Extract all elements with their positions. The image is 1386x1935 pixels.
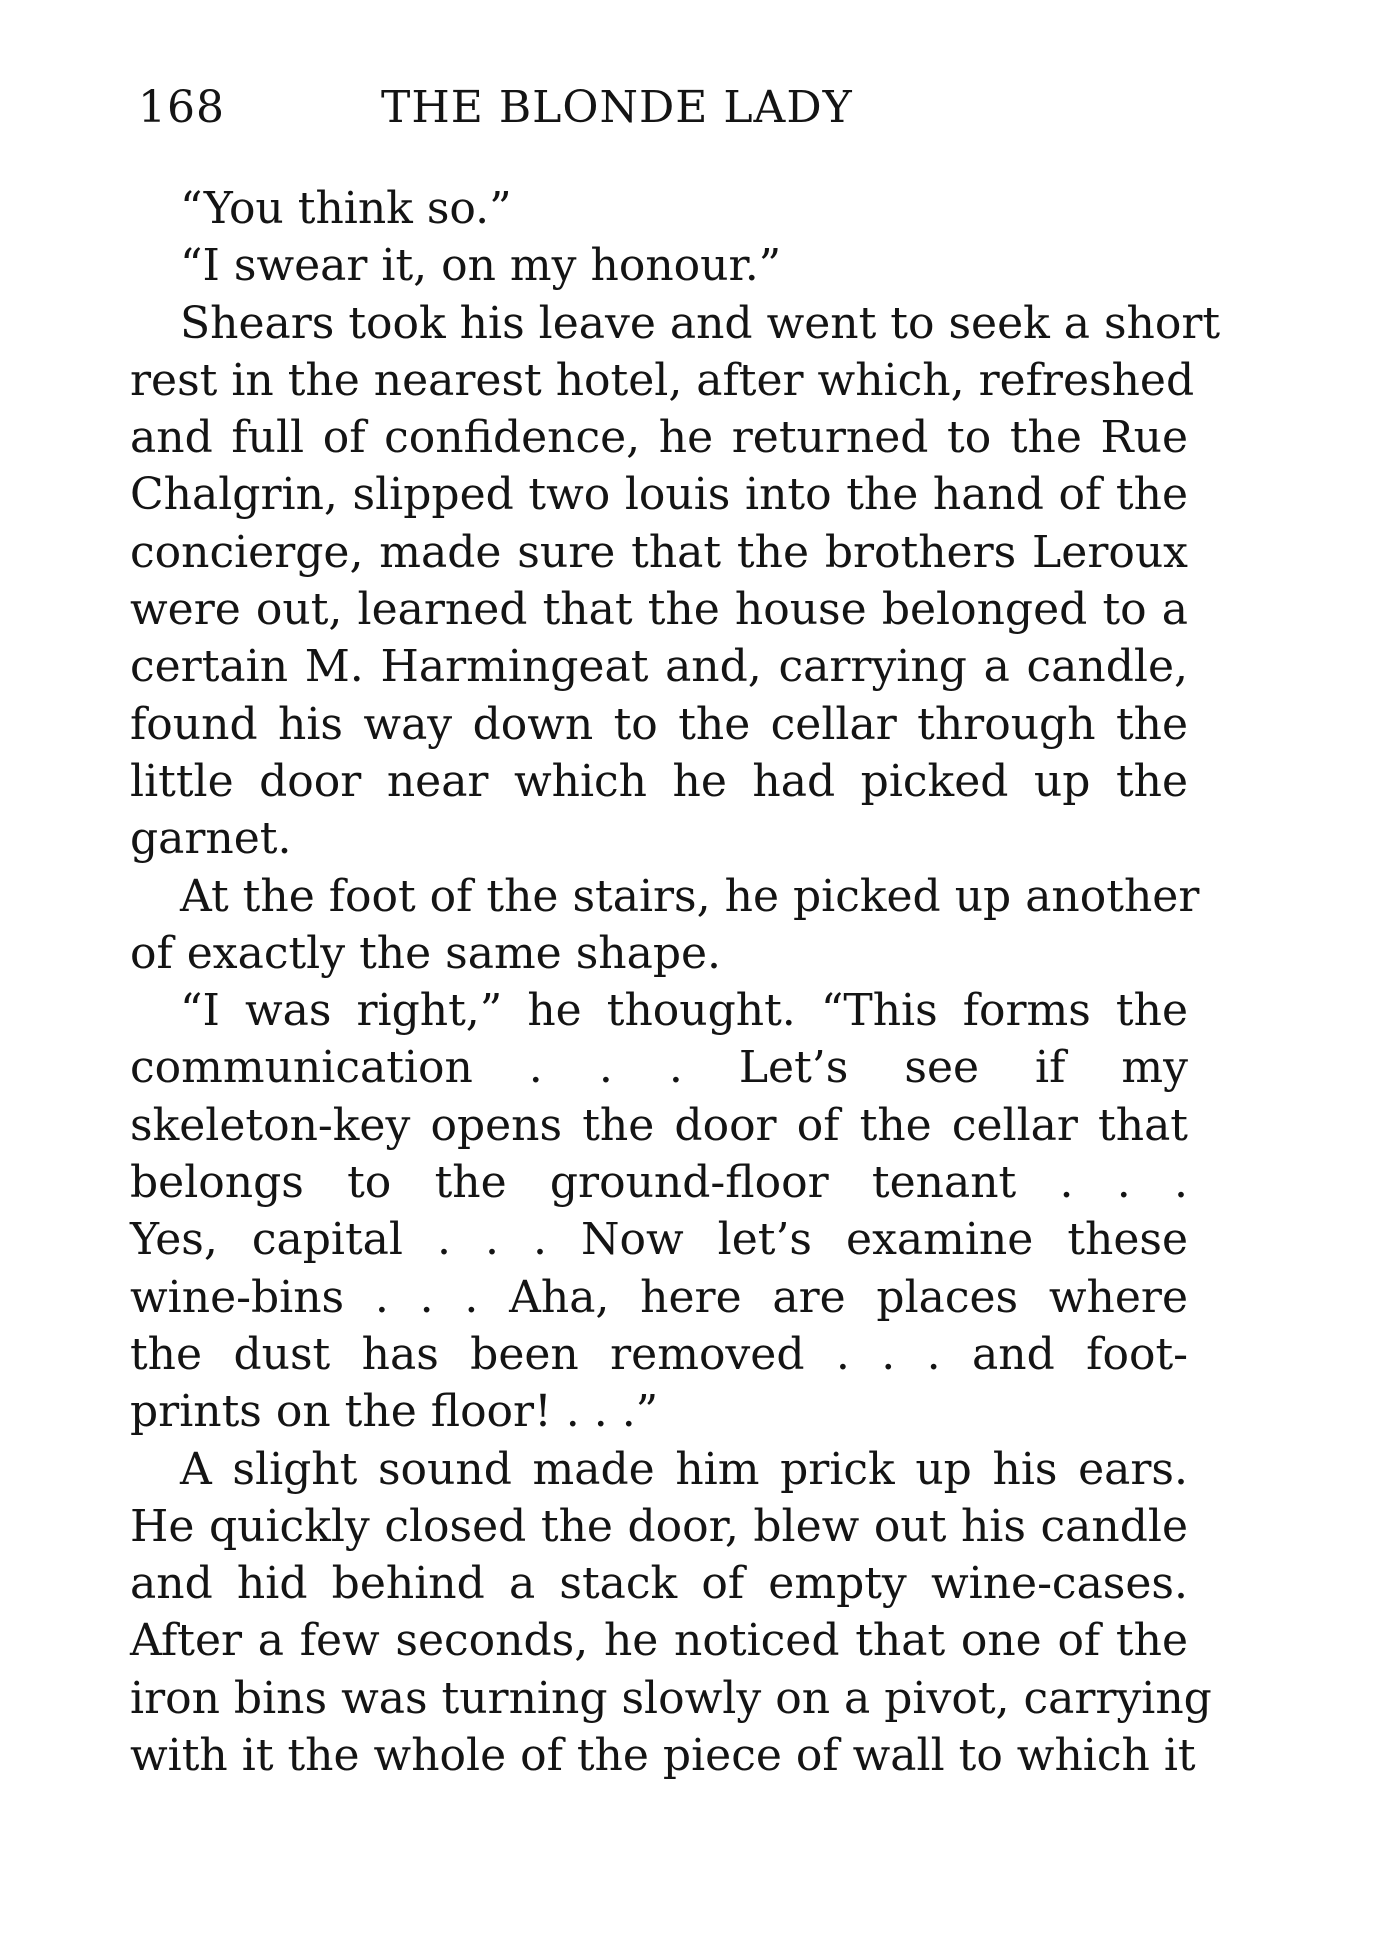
text-line: rest in the nearest hotel, after which, refreshed <box>130 354 1195 406</box>
text-line: A slight sound made him prick up his ears. <box>180 1443 1188 1495</box>
text-line: concierge, made sure that the brothers Leroux <box>130 526 1188 578</box>
text-line: prints on the floor! . . .” <box>130 1386 659 1438</box>
text-line: After a few seconds, he noticed that one of the <box>130 1615 1188 1667</box>
text-line: He quickly closed the door, blew out his candle <box>130 1500 1188 1552</box>
text-line: wine-bins . . . Aha, here are places where <box>130 1271 1188 1323</box>
text-line: “You think so.” <box>180 183 512 234</box>
running-title: THE BLONDE LADY <box>381 82 853 133</box>
text-line: Chalgrin, slipped two louis into the hand of the <box>130 469 1188 521</box>
text-line: skeleton-key opens the door of the cellar that <box>130 1099 1188 1151</box>
text-line: found his way down to the cellar through the <box>130 698 1188 750</box>
running-head <box>138 78 1198 138</box>
text-line: communication . . . Let’s see if my <box>130 1042 1188 1094</box>
text-line: Shears took his leave and went to seek a short <box>180 297 1221 349</box>
page-number: 168 <box>138 82 225 133</box>
text-line: and hid behind a stack of empty wine-cases. <box>130 1558 1188 1610</box>
text-line: certain M. Harmingeat and, carrying a candle, <box>130 641 1188 693</box>
body-text <box>130 180 1221 1784</box>
text-line: iron bins was turning slowly on a pivot, carrying <box>130 1672 1212 1724</box>
text-line: were out, learned that the house belonged to a <box>130 584 1188 636</box>
text-line: with it the whole of the piece of wall to which it <box>130 1730 1196 1782</box>
text-line: of exactly the same shape. <box>130 927 722 979</box>
text-line: At the foot of the stairs, he picked up another <box>180 870 1200 922</box>
text-line: Yes, capital . . . Now let’s examine these <box>130 1214 1188 1266</box>
text-line: the dust has been removed . . . and foot- <box>130 1328 1188 1380</box>
text-line: little door near which he had picked up the <box>130 755 1188 807</box>
text-line: and full of confidence, he returned to the Rue <box>130 412 1188 464</box>
text-line: “I swear it, on my honour.” <box>180 240 782 292</box>
text-line: belongs to the ground-floor tenant . . . <box>130 1157 1188 1209</box>
text-line: garnet. <box>130 813 292 865</box>
text-line: “I was right,” he thought. “This forms the <box>180 985 1188 1037</box>
